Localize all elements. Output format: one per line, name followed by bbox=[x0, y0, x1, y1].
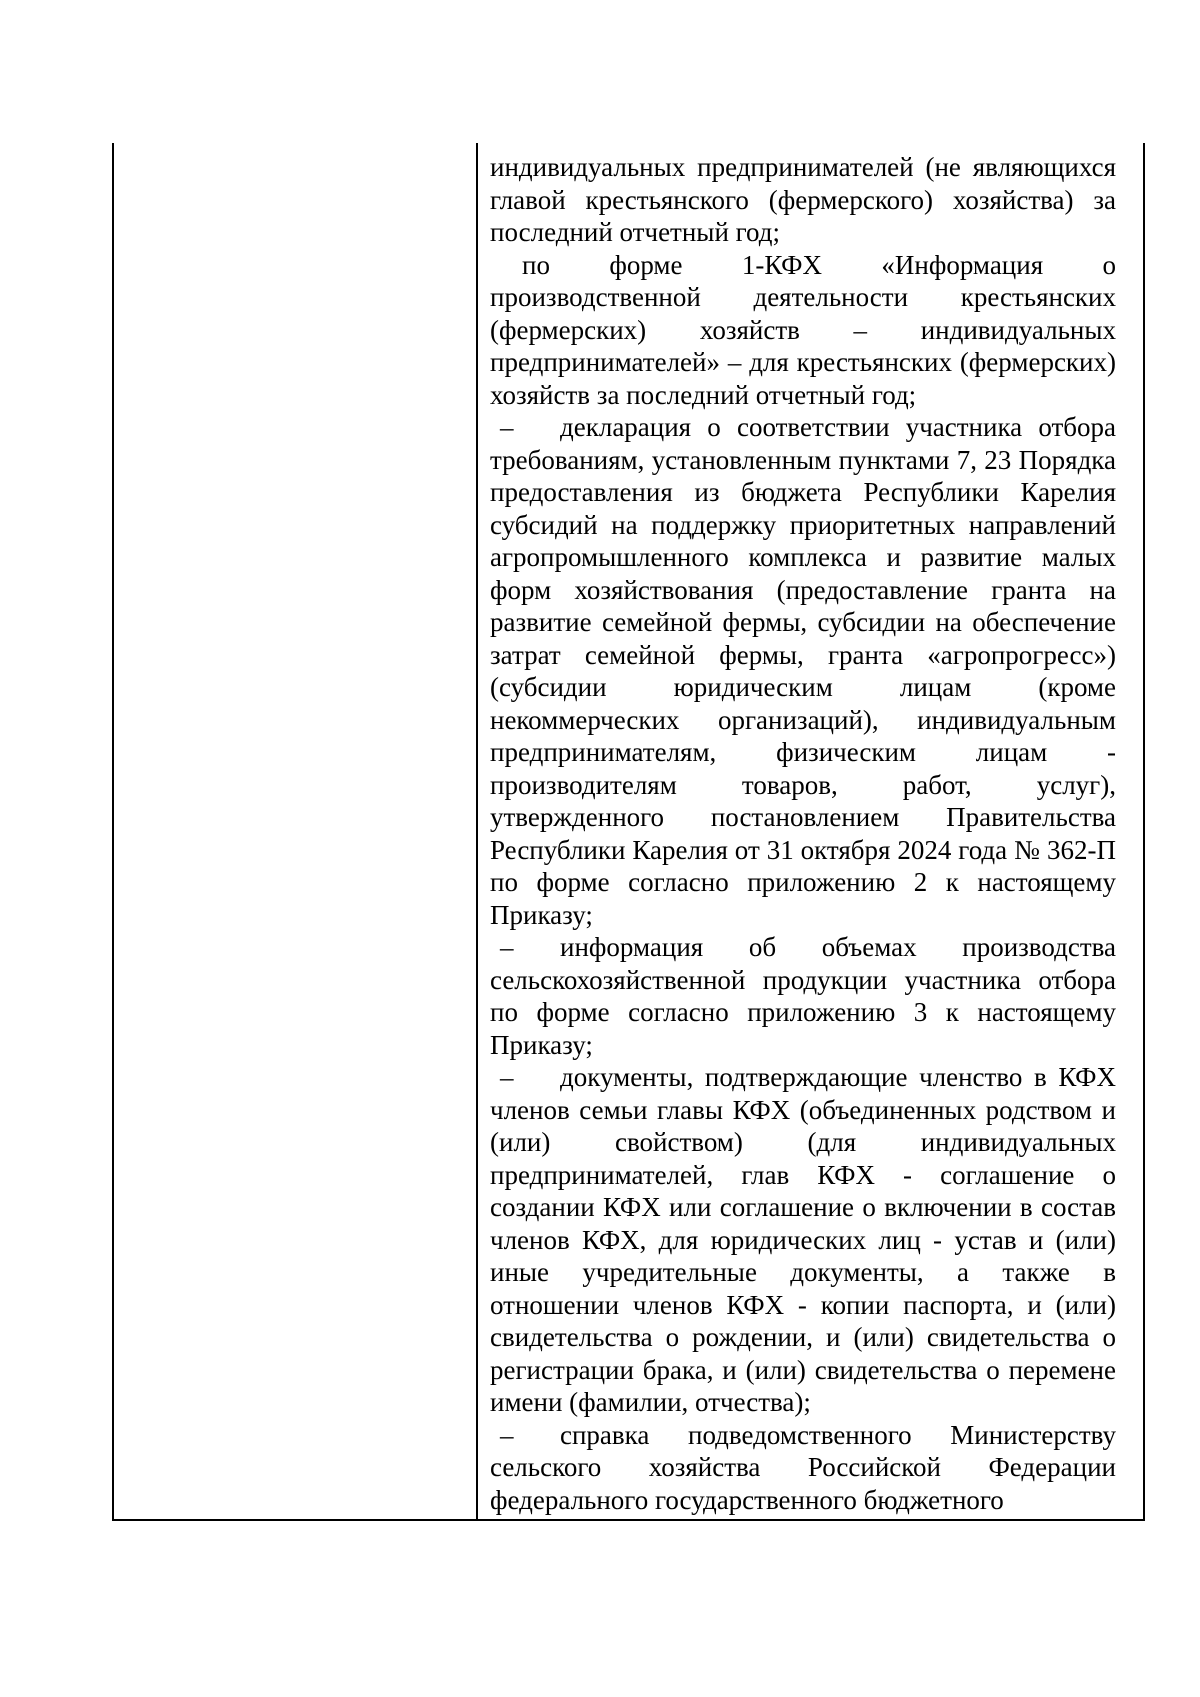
document-table bbox=[112, 143, 1145, 1521]
list-item-declaration bbox=[490, 411, 1116, 931]
column-divider bbox=[476, 143, 478, 1519]
list-item-production-info bbox=[490, 931, 1116, 1061]
list-item-text: документы, подтверждающие членство в КФХ членов семьи главы КФХ (объединенных родством и (или) свойством) (для индивидуальных предпринимателей, глав КФХ - соглашение о создании КФХ или соглашение о включении в состав членов КФХ, для юридических лиц - устав и (или) иные учредительные документы, а также в отношении членов КФХ - копии паспорта, и (или) свидетельства о рождении, и (или) свидетельства о регистрации брака, и (или) свидетельства о перемене имени (фамилии, отчества); bbox=[490, 1062, 1116, 1417]
dash-marker: – bbox=[500, 412, 514, 442]
list-item-text: справка подведомственного Министерству сельского хозяйства Российской Федерации федерального государственного бюджетного bbox=[490, 1419, 1116, 1515]
dash-marker: – bbox=[500, 1062, 514, 1092]
list-item-certificate bbox=[490, 1419, 1116, 1517]
list-item-membership-docs bbox=[490, 1061, 1116, 1419]
dash-marker: – bbox=[500, 1419, 514, 1450]
table-cell-right bbox=[490, 151, 1116, 1516]
paragraph-form-1kfh: по форме 1-КФХ «Информация о производственной деятельности крестьянских (фермерских) хозяйств – индивидуальных предпринимателей» – для крестьянских (фермерских) хозяйств за последний отчетный год; bbox=[490, 249, 1116, 410]
list-item-text: декларация о соответствии участника отбора требованиям, установленным пунктами 7, 23 Порядка предоставления из бюджета Республики Карелия субсидий на поддержку приоритетных направлений агропромышленного комплекса и развитие малых форм хозяйствования (предоставление гранта на развитие семейной фермы, субсидии на обеспечение затрат семейной фермы, гранта «агропрогресс») (субсидии юридическим лицам (кроме некоммерческих организаций), индивидуальным предпринимателям, физическим лицам - производителям товаров, работ, услуг), утвержденного постановлением Правительства Республики Карелия от 31 октября 2024 года № 362-П по форме согласно приложению 2 к настоящему Приказу; bbox=[490, 412, 1116, 930]
dash-marker: – bbox=[500, 932, 514, 962]
list-item-text: информация об объемах производства сельскохозяйственной продукции участника отбора по форме согласно приложению 3 к настоящему Приказу; bbox=[490, 932, 1116, 1060]
paragraph-continuation: индивидуальных предпринимателей (не являющихся главой крестьянского (фермерского) хозяйства) за последний отчетный год; bbox=[490, 152, 1116, 247]
table-cell-left bbox=[114, 143, 476, 1519]
